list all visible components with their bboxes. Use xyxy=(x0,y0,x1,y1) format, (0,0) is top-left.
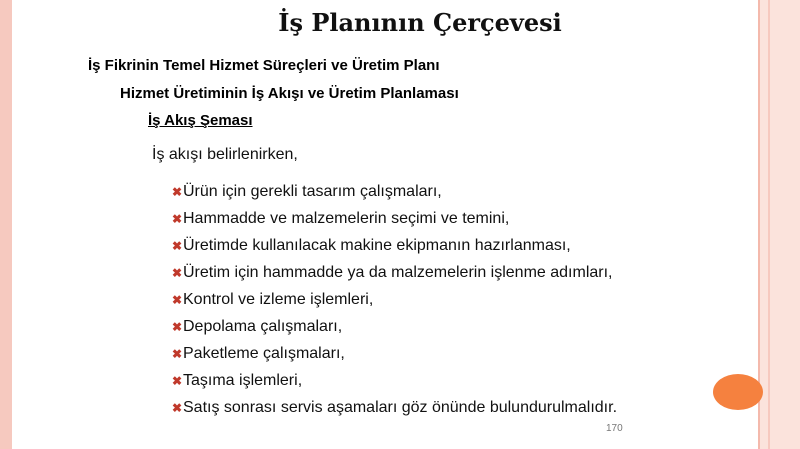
list-item xyxy=(172,371,617,398)
right-frame-border xyxy=(758,0,800,449)
list-item-text: Üretim için hammadde ya da malzemelerin işlenme adımları, xyxy=(183,264,613,281)
cross-mark-icon: ✖ xyxy=(172,212,183,226)
list-item xyxy=(172,317,617,344)
list-item-text: Kontrol ve izleme işlemleri, xyxy=(183,291,374,308)
cross-mark-icon: ✖ xyxy=(172,185,183,199)
slide-title: İş Planının Çerçevesi xyxy=(278,8,562,37)
cross-mark-icon: ✖ xyxy=(172,401,183,415)
list-item xyxy=(172,344,617,371)
list-item xyxy=(172,398,617,425)
cross-mark-icon: ✖ xyxy=(172,266,183,280)
heading-level-2: Hizmet Üretiminin İş Akışı ve Üretim Planlaması xyxy=(120,85,459,102)
list-item-text: Satış sonrası servis aşamaları göz önünde bulundurulmalıdır. xyxy=(183,399,618,416)
list-item-text: Depolama çalışmaları, xyxy=(183,318,343,335)
left-frame-border xyxy=(0,0,12,449)
right-frame-line xyxy=(768,0,770,449)
heading-level-1: İş Fikrinin Temel Hizmet Süreçleri ve Üretim Planı xyxy=(88,57,440,74)
list-item-text: Taşıma işlemleri, xyxy=(183,372,303,389)
cross-mark-icon: ✖ xyxy=(172,239,183,253)
list-item-text: Ürün için gerekli tasarım çalışmaları, xyxy=(183,183,442,200)
cross-mark-icon: ✖ xyxy=(172,293,183,307)
cross-mark-icon: ✖ xyxy=(172,347,183,361)
decorative-orange-circle xyxy=(713,374,763,410)
bullet-list xyxy=(172,182,617,425)
cross-mark-icon: ✖ xyxy=(172,320,183,334)
page-number: 170 xyxy=(606,423,623,434)
list-item xyxy=(172,236,617,263)
list-item-text: Paketleme çalışmaları, xyxy=(183,345,345,362)
list-item xyxy=(172,263,617,290)
list-item xyxy=(172,182,617,209)
heading-level-3: İş Akış Şeması xyxy=(148,112,253,129)
intro-text: İş akışı belirlenirken, xyxy=(152,146,298,163)
list-item-text: Hammadde ve malzemelerin seçimi ve temini, xyxy=(183,210,510,227)
list-item xyxy=(172,290,617,317)
cross-mark-icon: ✖ xyxy=(172,374,183,388)
list-item-text: Üretimde kullanılacak makine ekipmanın hazırlanması, xyxy=(183,237,571,254)
list-item xyxy=(172,209,617,236)
